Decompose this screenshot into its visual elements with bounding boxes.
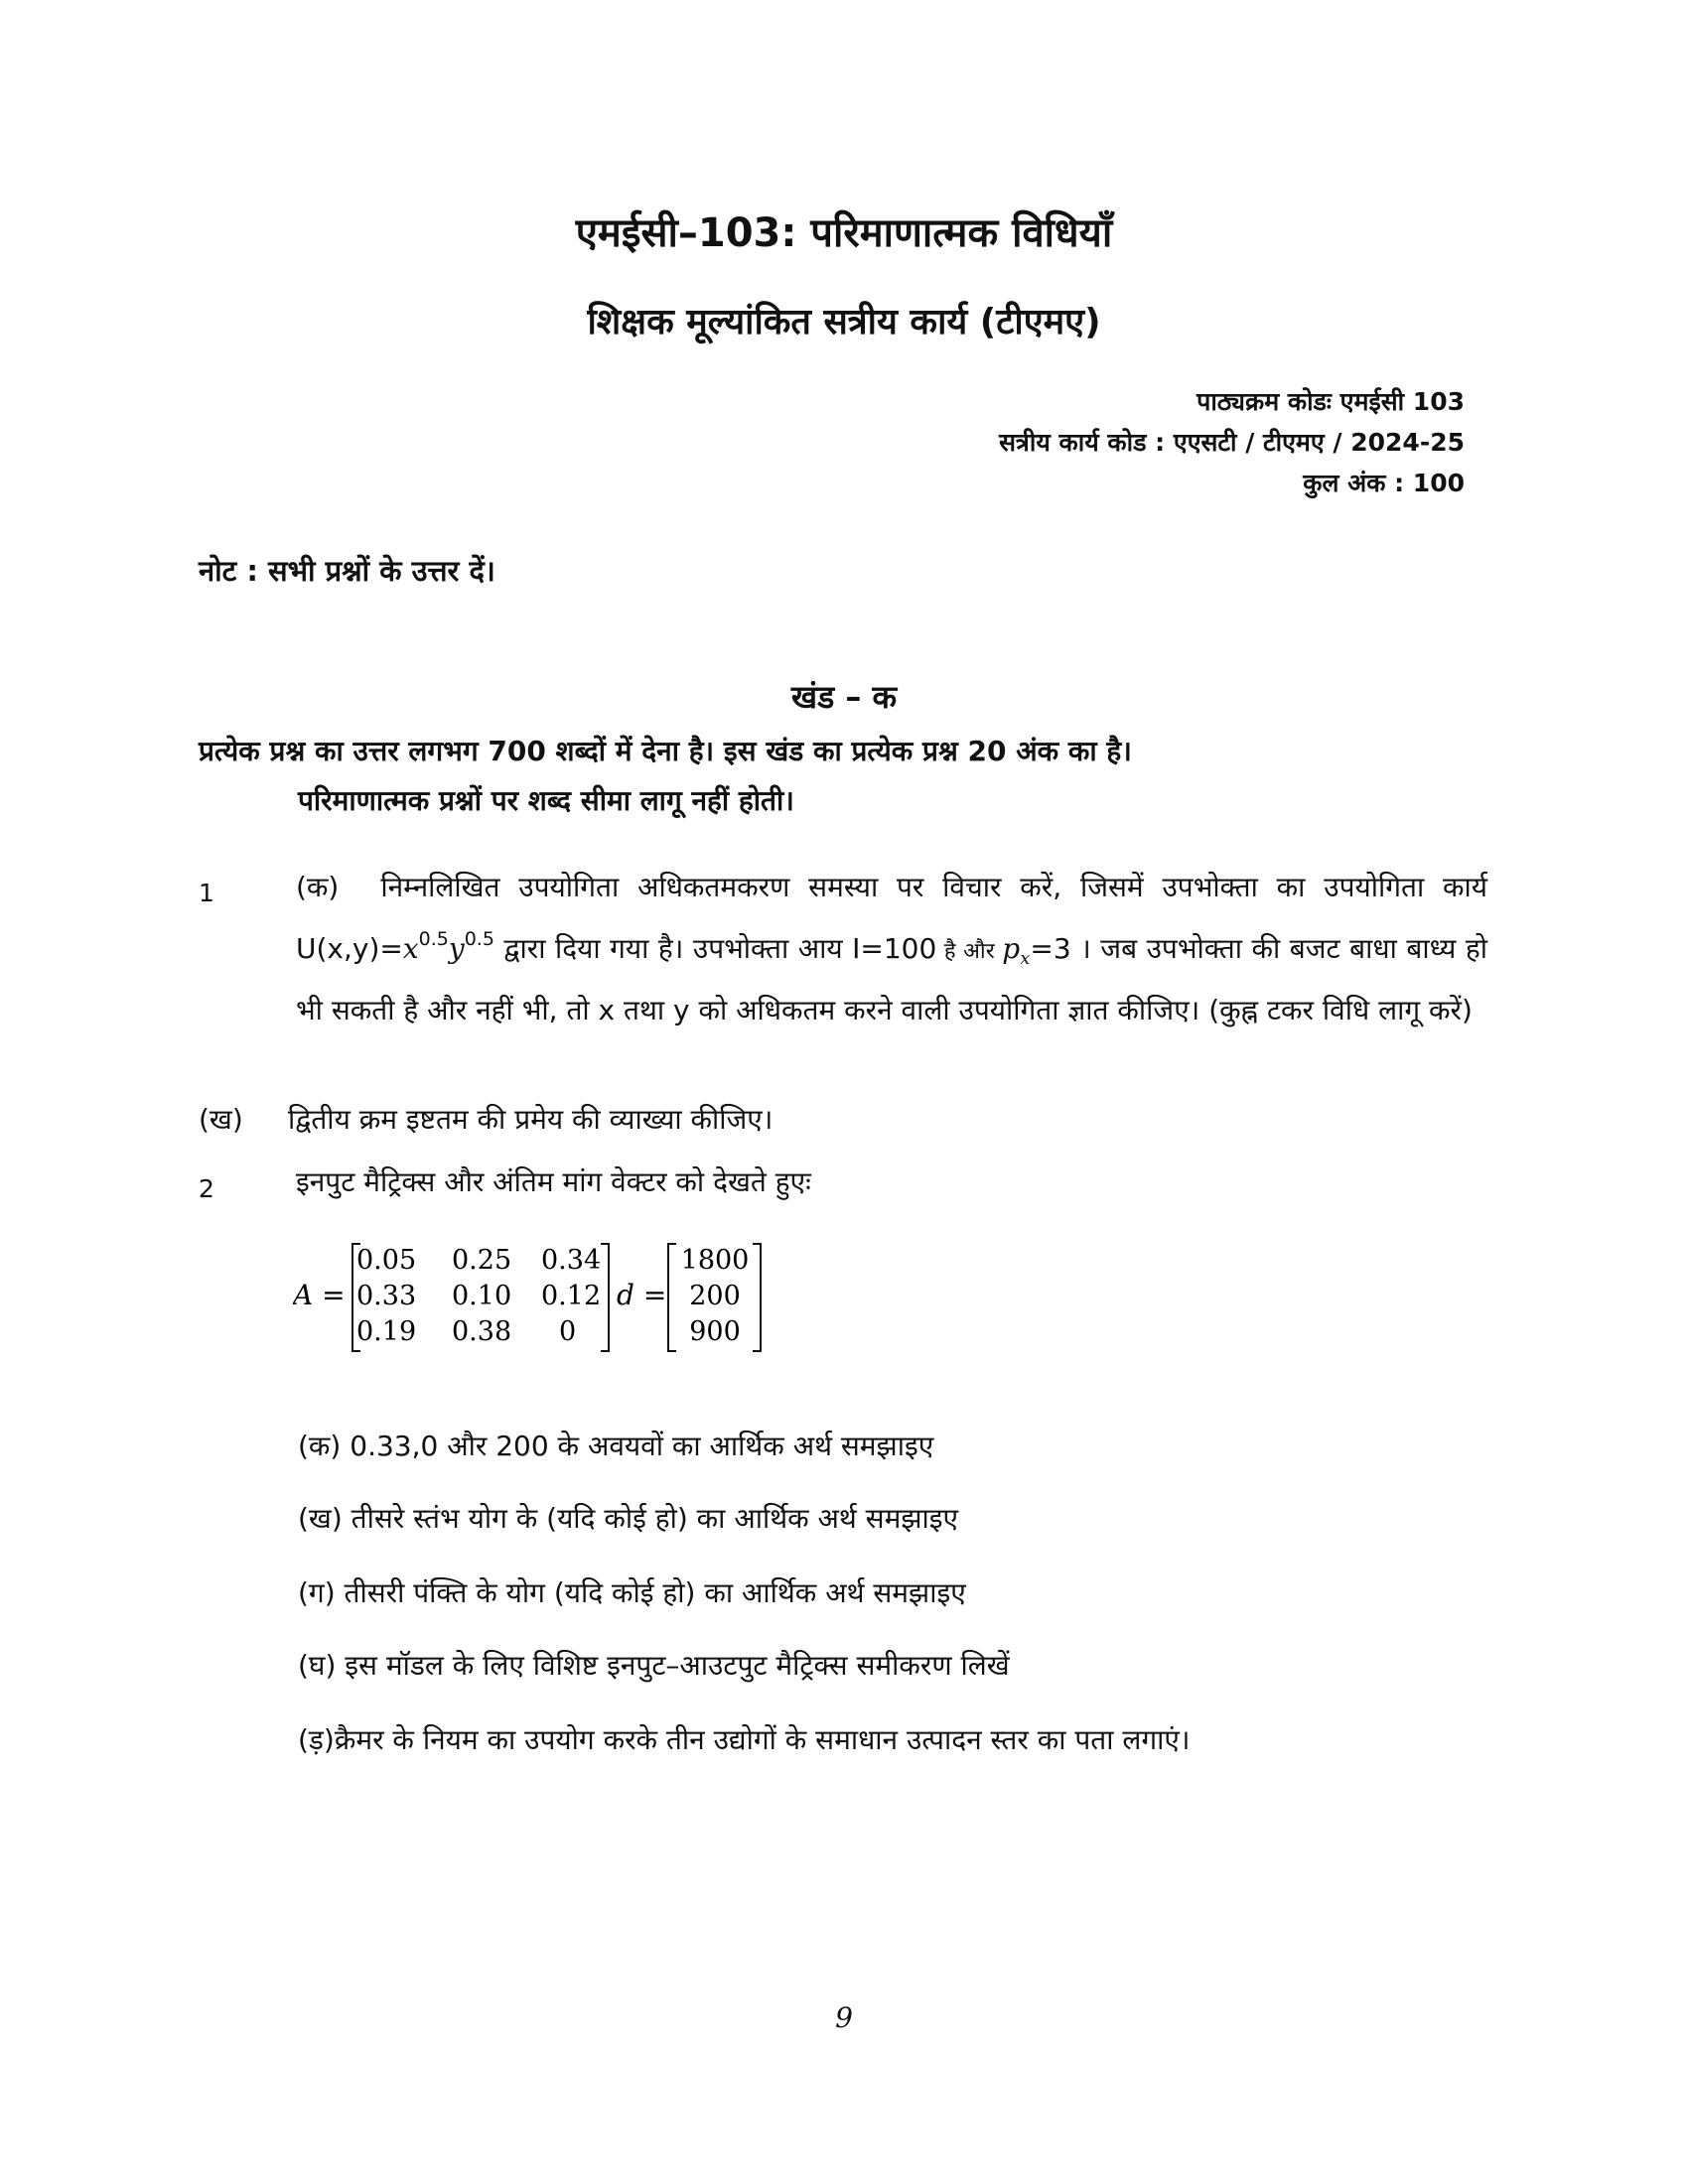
matrix-equation <box>293 1238 809 1357</box>
document-meta <box>999 381 1465 503</box>
vector-d-label: d = <box>617 1279 667 1311</box>
matrix-a-cells <box>356 1245 601 1347</box>
q1-text-c: =3 । जब उपभोक्ता की बजट बाधा बाध्य हो भी सकती है और नहीं भी, तो x तथा y को अधिकतम करने वाली उपयोगिता ज्ञात कीजिए। (कुह्न टकर विधि लागू करें) <box>296 932 1487 1026</box>
matrix-a-cell: 0.10 <box>452 1281 512 1311</box>
matrix-a-right-bracket <box>601 1244 609 1351</box>
question-1b-text: द्वितीय क्रम इष्टतम की प्रमेय की व्याख्या कीजिए। <box>288 1103 774 1136</box>
matrix-a-cell: 0.38 <box>452 1316 512 1347</box>
matrix-a-cell: 0.34 <box>541 1245 602 1276</box>
matrix-a-cell: 0.12 <box>541 1281 602 1311</box>
question-2-intro: इनपुट मैट्रिक्स और अंतिम मांग वेक्टर को देखते हुएः <box>296 1165 811 1198</box>
section-instruction <box>199 727 1489 826</box>
math-y: y <box>448 932 465 965</box>
question-2-part-d: (घ) इस मॉडल के लिए विशिष्ट इनपुट–आउटपुट मैट्रिक्स समीकरण लिखें <box>298 1649 1010 1682</box>
vector-d-cell: 900 <box>689 1316 741 1347</box>
question-2-part-e: (ड़)क्रैमर के नियम का उपयोग करके तीन उद्योगों के समाधान उत्पादन स्तर का पता लगाएं। <box>298 1723 1191 1756</box>
matrix-a-cell: 0.19 <box>356 1316 417 1347</box>
instruction-line-1: प्रत्येक प्रश्न का उत्तर लगभग 700 शब्दों में देना है। इस खंड का प्रत्येक प्रश्न 20 अंक का है। <box>199 735 1132 767</box>
q1-text-b: द्वारा दिया गया है। उपभोक्ता आय I=100 <box>493 932 937 965</box>
exponent-1: 0.5 <box>418 928 449 950</box>
course-code: पाठ्यक्रम कोडः एमईसी 103 <box>1196 387 1465 416</box>
page-number: 9 <box>835 2001 853 2034</box>
document-subtitle: शिक्षक मूल्यांकित सत्रीय कार्य (टीएमए) <box>587 302 1101 342</box>
exponent-2: 0.5 <box>464 928 494 950</box>
question-1-number: 1 <box>199 879 214 907</box>
math-p: p <box>1002 932 1021 965</box>
note: नोट : सभी प्रश्नों के उत्तर दें। <box>199 554 495 588</box>
total-marks: कुल अंक : 100 <box>1303 469 1465 497</box>
matrix-a-cell: 0.05 <box>356 1245 417 1276</box>
question-2-part-c: (ग) तीसरी पंक्ति के योग (यदि कोई हो) का आर्थिक अर्थ समझाइए <box>298 1576 966 1609</box>
matrix-a-cell: 0.25 <box>452 1245 512 1276</box>
question-2-part-a: (क) 0.33,0 और 200 के अवयवों का आर्थिक अर्थ समझाइए <box>298 1430 934 1462</box>
section-title: खंड – क <box>790 678 898 716</box>
math-subscript-x: x <box>1020 948 1031 969</box>
vector-d-cell: 1800 <box>680 1245 750 1276</box>
document-title: एमईसी–103: परिमाणात्मक विधियाँ <box>575 210 1113 256</box>
question-2-number: 2 <box>199 1174 214 1203</box>
vector-d-right-bracket <box>753 1244 761 1351</box>
question-1-text <box>296 862 1487 1036</box>
question-1a-tag: (क) <box>296 871 340 903</box>
question-1b-label: (ख) <box>199 1103 243 1136</box>
q1-text-a: निम्नलिखित उपयोगिता अधिकतमकरण समस्या पर विचार करें, जिसमें उपभोक्ता का उपयोगिता कार्य U(x,y)= <box>296 871 1487 965</box>
math-x: x <box>402 932 419 965</box>
matrix-a-cell: 0 <box>559 1316 577 1347</box>
assignment-code: सत्रीय कार्य कोड : एएसटी / टीएमए / 2024-25 <box>999 428 1465 457</box>
matrix-a-label: A = <box>293 1279 346 1311</box>
vector-d-left-bracket <box>668 1244 676 1351</box>
instruction-line-2: परिमाणात्मक प्रश्नों पर शब्द सीमा लागू नहीं होती। <box>298 784 794 817</box>
q1-small-text: है और <box>936 939 1003 964</box>
question-2-part-b: (ख) तीसरे स्तंभ योग के (यदि कोई हो) का आर्थिक अर्थ समझाइए <box>298 1502 959 1535</box>
vector-d-cell: 200 <box>689 1281 741 1311</box>
matrix-a-cell: 0.33 <box>356 1281 417 1311</box>
